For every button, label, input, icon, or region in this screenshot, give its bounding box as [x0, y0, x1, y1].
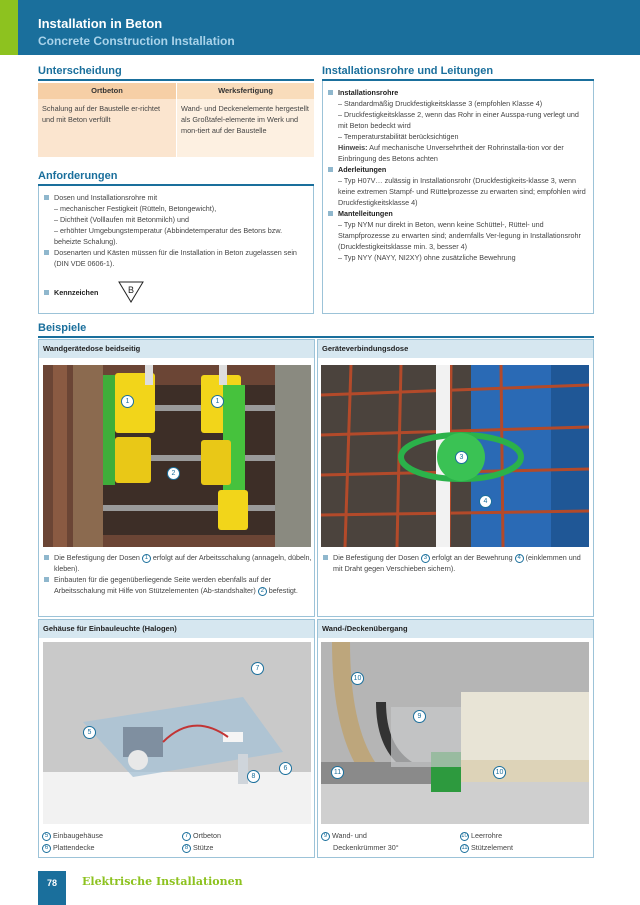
caption-item: [321, 552, 591, 574]
hinweis-label: Hinweis:: [338, 143, 368, 152]
list-subitem: – Typ NYM nur direkt in Beton, wenn keine Schüttel-, Rüttel- und Stampfprozesse zu erwarten sind; andernfalls Ver-legung in Installationsrohr (Druckfestigkeitsklasse min. 3, besser 4): [338, 220, 581, 251]
table-cell-ortbeton: Schalung auf der Baustelle er-richtet und mit Beton verfüllt: [38, 99, 176, 157]
caption-text: Die Befestigung der Dosen: [333, 553, 419, 562]
photo-wand-deckenuebergang: [321, 642, 589, 824]
table-header-werksfertigung: Werksfertigung: [177, 83, 314, 99]
legend-item: [321, 830, 461, 841]
beton-mark-icon: [118, 280, 144, 304]
ref-number: 11: [461, 844, 468, 851]
table-header-ortbeton: Ortbeton: [38, 83, 176, 99]
hinweis: [326, 142, 590, 164]
caption-text: Die Befestigung der Dosen: [54, 553, 140, 562]
anforderungen-list: [42, 192, 310, 269]
photo-geraeteverbindungsdose: [321, 365, 589, 547]
list-subitem: – Dichtheit (Volllaufen mit Betonmilch) und: [54, 215, 190, 224]
ref-number: 7: [182, 832, 191, 841]
section-title-anforderungen: Anforderungen: [38, 170, 118, 182]
table-cell-werksfertigung: Wand- und Deckenelemente hergestellt als Großtafel-elemente im Werk und mon-tiert auf der Baustelle: [177, 99, 314, 157]
legend-text: Einbaugehäuse: [53, 831, 103, 840]
card-title: Geräteverbindungsdose: [318, 340, 593, 358]
photo-wandgeraetedose: [43, 365, 311, 547]
list-subitem: – mechanischer Festigkeit (Rütteln, Betongewicht),: [54, 204, 217, 213]
list-heading: Mantelleitungen: [326, 208, 590, 219]
marker-11: 11: [331, 766, 344, 779]
legend-item: [42, 842, 172, 853]
rohre-list: [326, 87, 590, 263]
footer-title: Elektrische Installationen: [82, 875, 243, 888]
list-heading: Installationsrohre: [326, 87, 590, 98]
legend-item: [182, 830, 312, 841]
hinweis-text: Auf mechanische Unversehrtheit der Rohrinstalla-tion vor der Einbringung des Betons achten: [338, 143, 564, 163]
photo-illustration: [321, 642, 589, 824]
marker-10: 10: [351, 672, 364, 685]
legend-text: Leerrohre: [471, 831, 503, 840]
ref-number: 5: [42, 832, 51, 841]
caption-item: [42, 552, 312, 574]
caption-text: Einbauten für die gegenüberliegende Seite werden ebenfalls auf der Arbeitsschalung mit Hilfe von Stützelementen (Ab-standshalter): [54, 575, 271, 595]
marker-5: 5: [83, 726, 96, 739]
card-title: Gehäuse für Einbauleuchte (Halogen): [39, 620, 314, 638]
photo-illustration: [43, 365, 311, 547]
card2-caption: [321, 552, 591, 574]
section-title-rohre: Installationsrohre und Leitungen: [322, 65, 494, 77]
section-title-unterscheidung: Unterscheidung: [38, 65, 122, 77]
list-subitem: – erhöhter Umgebungstemperatur (Abbindetemperatur des Betons bzw. beheizte Schalung).: [54, 226, 283, 246]
legend-text: Plattendecke: [53, 843, 95, 852]
marker-1: 1: [121, 395, 134, 408]
page-number: 78: [38, 871, 66, 905]
ref-number: 2: [258, 587, 267, 596]
caption-item: [42, 574, 312, 596]
marker-10: 10: [493, 766, 506, 779]
marker-2: 2: [167, 467, 180, 480]
ref-number: 6: [42, 844, 51, 853]
marker-4: 4: [479, 495, 492, 508]
marker-3: 3: [455, 451, 468, 464]
page-title: Installation in Beton: [38, 16, 163, 31]
legend-item: [460, 842, 590, 853]
marker-1: 1: [211, 395, 224, 408]
caption-text: befestigt.: [268, 586, 298, 595]
legend-item: [460, 830, 590, 841]
page-subtitle: Concrete Construction Installation: [38, 34, 235, 48]
legend-item: [42, 830, 172, 841]
list-heading: Aderleitungen: [326, 164, 590, 175]
marker-7: 7: [251, 662, 264, 675]
ref-number: 4: [515, 554, 524, 563]
page-header: [0, 0, 640, 55]
list-subitem: – Druckfestigkeitsklasse 2, wenn das Rohr in einer Ausspa-rung verlegt und mit Beton bedeckt wird: [338, 110, 579, 130]
legend-text: Stützelement: [471, 843, 513, 852]
card1-caption: [42, 552, 312, 596]
card-title: Wand-/Deckenübergang: [318, 620, 593, 638]
section-divider: [38, 79, 314, 81]
ref-number: 3: [421, 554, 430, 563]
legend-text: Wand- und: [332, 831, 367, 840]
section-title-beispiele: Beispiele: [38, 322, 87, 334]
list-subitem: – Standardmäßig Druckfestigkeitsklasse 3 (empfohlen Klasse 4): [338, 99, 543, 108]
list-subitem: – Temperaturstabilität berücksichtigen: [338, 132, 459, 141]
card-title: Wandgerätedose beidseitig: [39, 340, 314, 358]
beton-mark-letter: B: [127, 285, 135, 295]
caption-text: erfolgt an der Bewehrung: [431, 553, 513, 562]
ref-number: 9: [321, 832, 330, 841]
legend-item: [182, 842, 312, 853]
caption-text: (einklemmen und mit Draht gegen Verschieben sichern).: [333, 553, 581, 573]
ref-number: 1: [142, 554, 151, 563]
legend-text: Stütze: [193, 843, 214, 852]
marker-6: 6: [279, 762, 292, 775]
ref-number: 8: [182, 844, 191, 853]
section-divider: [38, 336, 594, 338]
ref-number: 10: [461, 832, 468, 839]
list-subitem: – Typ NYY (NAYY, NI2XY) ohne zusätzliche Bewehrung: [338, 253, 516, 262]
list-item: Dosen und Installationsrohre mit: [42, 192, 310, 203]
legend-item-cont: Deckenkrümmer 30°: [333, 843, 399, 852]
list-item: Dosenarten und Kästen müssen für die Installation in Beton zugelassen sein (DIN VDE 0606-1).: [42, 247, 310, 269]
kennzeichen-label: Kennzeichen: [42, 287, 142, 298]
legend-text: Ortbeton: [193, 831, 221, 840]
header-accent-bar: [0, 0, 18, 55]
photo-einbauleuchte: [43, 642, 311, 824]
caption-text: erfolgt auf der Arbeitsschalung (annageln, dübeln, kleben).: [54, 553, 312, 573]
marker-9: 9: [413, 710, 426, 723]
list-subitem: – Typ H07V… zulässig in Installationsrohr (Druckfestigkeits-klasse 3, wenn keine extremen Stampf- und Rüttelprozesse zu erwarten sind; empfohlen wird Druckfestigkeitsklasse 4): [338, 176, 586, 207]
marker-8: 8: [247, 770, 260, 783]
